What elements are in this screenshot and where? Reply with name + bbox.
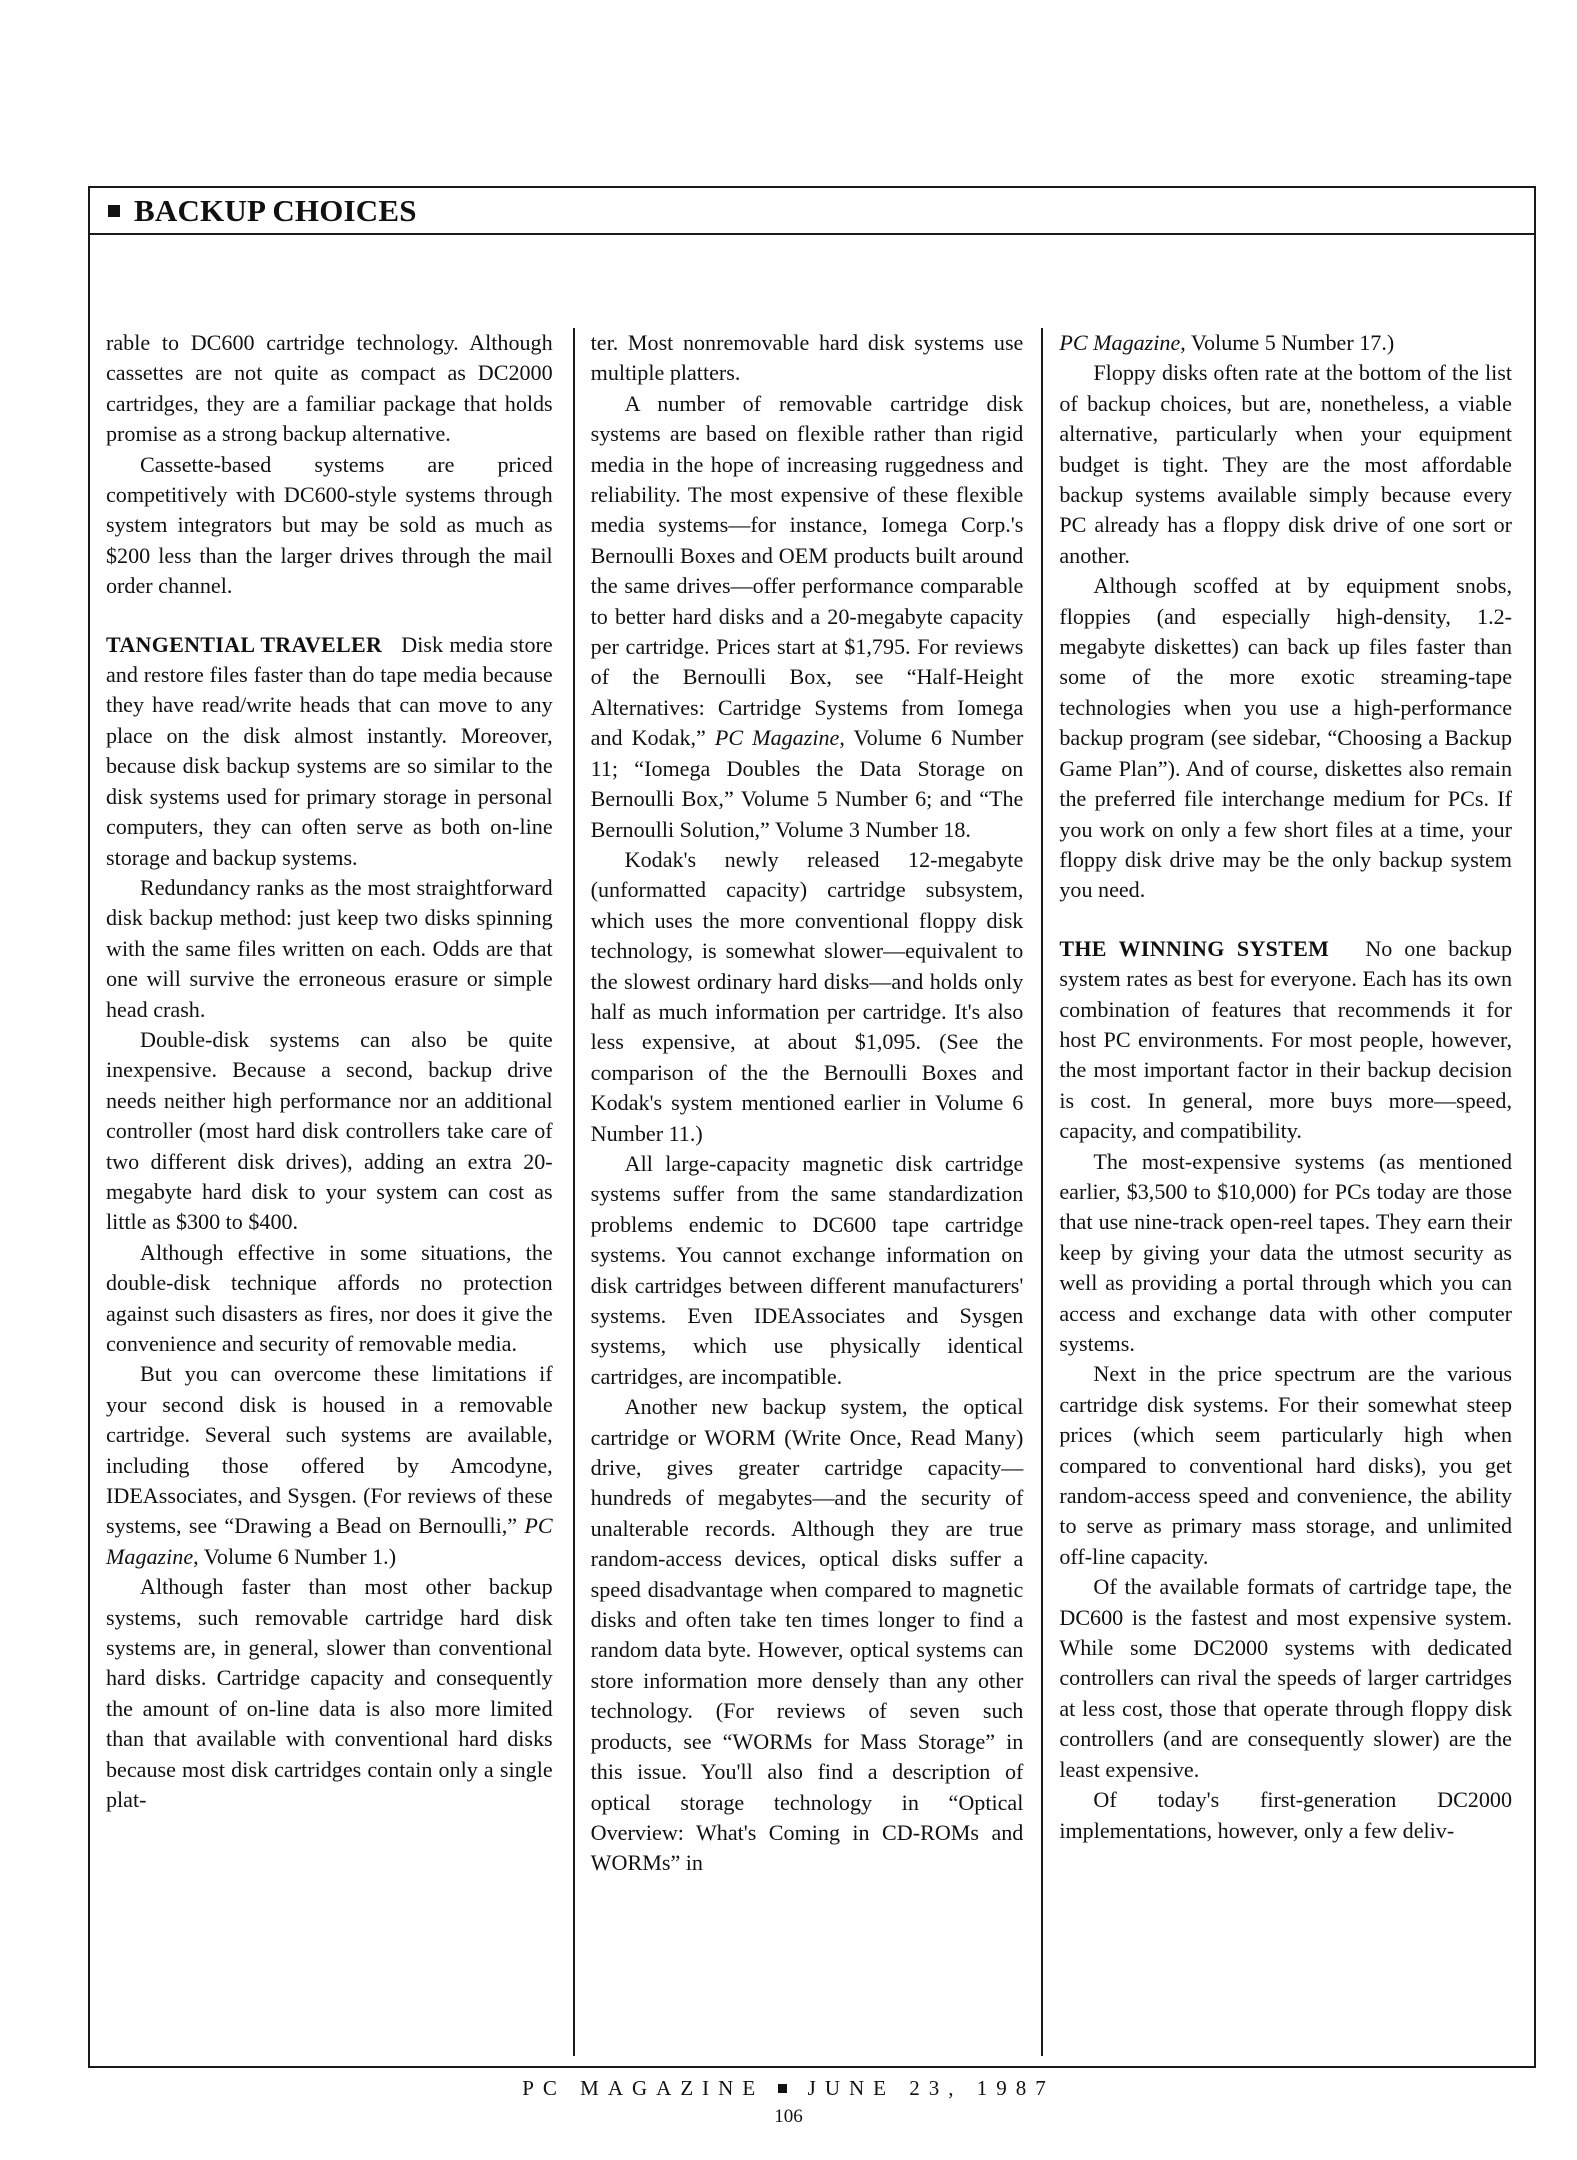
square-bullet-icon (108, 205, 120, 217)
paragraph: Cassette-based systems are priced competitively with DC600-style systems through system integrators but may be sold as much as $200 less than the larger drives through the mail order channel. (106, 451, 553, 599)
paragraph (106, 1359, 553, 1572)
subhead-winning-system: THE WINNING SYSTEM (1059, 935, 1330, 961)
page-footer (0, 2076, 1577, 2101)
paragraph: Of today's first-generation DC2000 implementations, however, only a few deliv- (1059, 1787, 1512, 1843)
paragraph: ter. Most nonremovable hard disk systems use multiple platters. (590, 330, 1024, 386)
paragraph: The most-expensive systems (as mentioned earlier, $3,500 to $10,000) for PCs today are those that use nine-track open-reel tapes. They earn their keep by giving your data the utmost security as well as providing a portal through which you can access and exchange data with other computer systems. (1059, 1148, 1512, 1356)
paragraph-text: A number of removable cartridge disk systems are based on flexible rather than rigid media in the hope of increasing ruggedness and reliability. The most expensive of these flexible media systems—for instance, Iomega Corp.'s Bernoulli Boxes and OEM products built around the same drives—offer performance comparable to better hard disks and a 20-megabyte capacity per cartridge. Prices start at $1,795. For reviews of the Bernoulli Box, see “Half-Height Alternatives: Cartridge Systems from Iomega and Kodak,” (590, 390, 1024, 751)
paragraph: Next in the price spectrum are the various cartridge disk systems. For their somewhat steep prices (which seem particularly high when compared to conventional hard disks), you get random-access speed and convenience, the ability to serve as primary mass storage, and unlimited off-line capacity. (1059, 1361, 1512, 1569)
paragraph: Although faster than most other backup systems, such removable cartridge hard disk systems are, in general, slower than conventional hard disks. Cartridge capacity and consequently the amount of on-line data is also more limited than that available with conventional hard disks because most disk cartridges contain only a single plat- (106, 1574, 553, 1813)
paragraph (591, 389, 1024, 845)
paragraph: Another new backup system, the optical cartridge or WORM (Write Once, Read Many) drive, gives greater cartridge capacity—hundreds of megabytes—and the security of unalterable records. Although they are true random-access devices, optical disks suffer a speed disadvantage when compared to magnetic disks and often take ten times longer to find a random data byte. However, optical systems can store information more densely than any other technology. (For reviews of seven such products, see “WORMs for Mass Storage” in this issue. You'll also find a description of optical storage technology in “Optical Overview: What's Coming in CD-ROMs and WORMs” in (590, 1394, 1024, 1876)
section-header (90, 188, 1534, 235)
magazine-name: PC MAGAZINE (522, 2076, 765, 2100)
paragraph (1059, 934, 1512, 1147)
paragraph: rable to DC600 cartridge technology. Although cassettes are not quite as compact as DC2000 cartridges, they are a familiar package that holds promise as a strong backup alternative. (106, 330, 553, 447)
paragraph-text: , Volume 6 Number 1.) (193, 1543, 397, 1569)
paragraph: Of the available formats of cartridge tape, the DC600 is the fastest and most expensive system. While some DC2000 systems with dedicated controllers can rival the speeds of larger cartridges at less cost, those that operate through floppy disk controllers (and are consequently slower) are the least expensive. (1059, 1574, 1512, 1782)
article-frame (88, 186, 1536, 2068)
paragraph: Redundancy ranks as the most straightforward disk backup method: just keep two disks spinning with the same files written on each. Odds are that one will survive the erroneous erasure or simple head crash. (106, 874, 553, 1022)
publication-name: PC Magazine (106, 1513, 553, 1569)
column-3 (1041, 328, 1520, 2056)
page-number: 106 (774, 2106, 803, 2127)
paragraph-text: No one backup system rates as best for everyone. Each has its own combination of features that recommends it for host PC environments. For most people, however, the most important factor in their backup decision is cost. In general, more buys more—speed, capacity, and compatibility. (1059, 935, 1512, 1144)
paragraph: Floppy disks often rate at the bottom of the list of backup choices, but are, nonetheless, a viable alternative, particularly when your equipment budget is tight. They are the most affordable backup systems available simply because every PC already has a floppy disk drive of one sort or another. (1059, 360, 1512, 568)
publication-name: PC Magazine (714, 725, 840, 751)
publication-name: PC Magazine (1059, 330, 1181, 355)
paragraph (106, 630, 553, 873)
paragraph: Kodak's newly released 12-megabyte (unformatted capacity) cartridge subsystem, which uses the more conventional floppy disk technology, is somewhat slower—equivalent to the slowest ordinary hard disks—and holds only half as much information per cartridge. It's also less expensive, at about $1,095. (See the comparison of the the Bernoulli Boxes and Kodak's system mentioned earlier in Volume 6 Number 11.) (590, 846, 1024, 1146)
paragraph: Although effective in some situations, the double-disk technique affords no protection against such disasters as fires, nor does it give the convenience and security of removable media. (106, 1239, 553, 1356)
issue-date: JUNE 23, 1987 (807, 2076, 1055, 2100)
paragraph (1059, 328, 1512, 358)
subhead-tangential-traveler: TANGENTIAL TRAVELER (106, 631, 383, 657)
paragraph: All large-capacity magnetic disk cartridge systems suffer from the same standardization problems endemic to DC600 tape cartridge systems. You cannot exchange information on disk cartridges between different manufacturers' systems. Even IDEAssociates and Sysgen systems, which use physically identical cartridges, are incompatible. (590, 1150, 1024, 1389)
column-2 (573, 328, 1042, 2056)
paragraph-text: , Volume 6 Number 11; “Iomega Doubles the Data Storage on Bernoulli Box,” Volume 5 Number 6; and “The Bernoulli Solution,” Volume 3 Number 18. (590, 725, 1024, 842)
column-1 (104, 328, 573, 2056)
paragraph-text: But you can overcome these limitations if your second disk is housed in a removable cartridge. Several such systems are available, including those offered by Amcodyne, IDEAssociates, and Sysgen. (For reviews of these systems, see “Drawing a Bead on Bernoulli,” (106, 1361, 553, 1539)
square-bullet-icon (778, 2084, 787, 2093)
paragraph-text: , Volume 5 Number 17.) (1180, 330, 1395, 355)
article-body (104, 328, 1520, 2056)
paragraph-text: Disk media store and restore files faster than do tape media because they have read/write heads that can move to any place on the disk almost instantly. Moreover, because disk backup systems are so similar to the disk systems used for primary storage in personal computers, they can often serve as both on-line storage and backup systems. (106, 631, 553, 870)
paragraph: Double-disk systems can also be quite inexpensive. Because a second, backup drive needs neither high performance nor an additional controller (most hard disk controllers take care of two different disk drives), adding an extra 20-megabyte hard disk to your system can cost as little as $300 to $400. (106, 1026, 553, 1235)
section-title: BACKUP CHOICES (134, 192, 417, 228)
paragraph: Although scoffed at by equipment snobs, floppies (and especially high-density, 1.2-megabyte diskettes) can back up files faster than some of the more exotic streaming-tape technologies when you use a high-performance backup program (see sidebar, “Choosing a Backup Game Plan”). And of course, diskettes also remain the preferred file interchange medium for PCs. If you work on only a few short files at a time, your floppy disk drive may be the only backup system you need. (1059, 573, 1512, 903)
